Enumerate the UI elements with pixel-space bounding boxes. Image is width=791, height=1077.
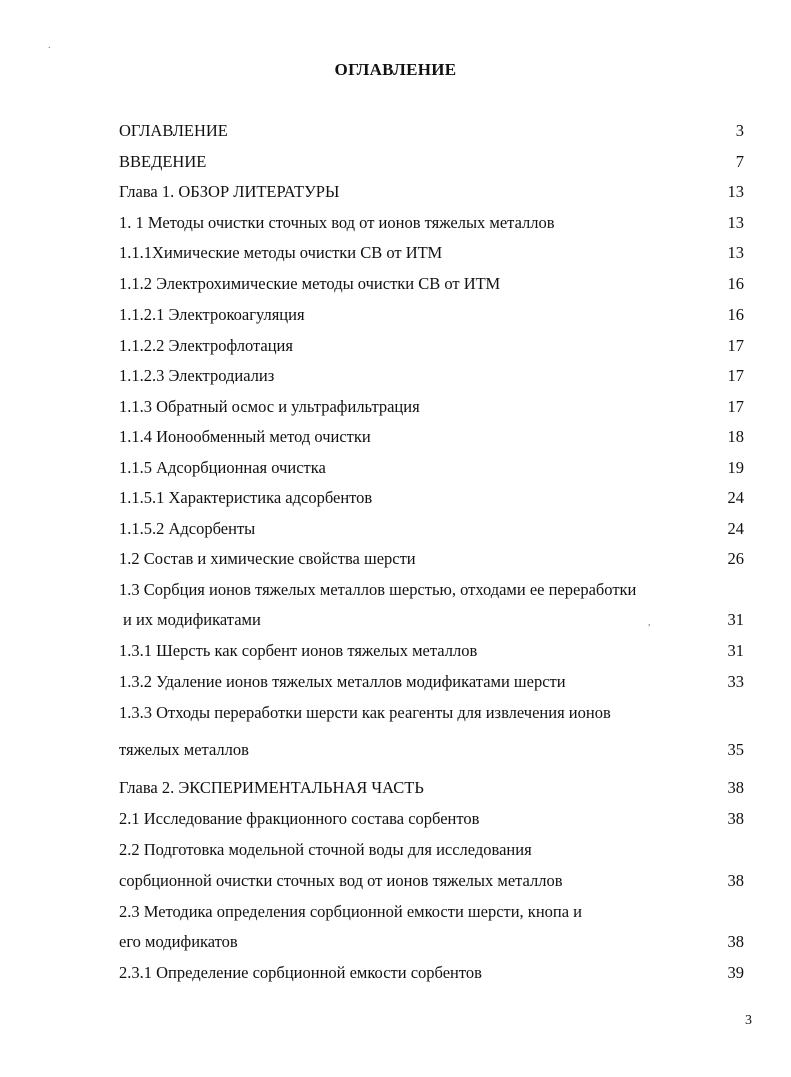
toc-entry[interactable]: [0, 305, 791, 327]
toc-entry[interactable]: [0, 610, 791, 632]
toc-entry-page: 38: [727, 871, 744, 890]
toc-entry-page: 24: [727, 488, 744, 507]
toc-entry[interactable]: [0, 488, 791, 510]
toc-entry-title: 1.1.5 Адсорбционная очистка: [119, 458, 326, 477]
toc-entry-page: 38: [727, 778, 744, 797]
toc-entry-page: 35: [727, 740, 744, 759]
toc-entry-page: 16: [727, 305, 744, 324]
toc-entry-title: 1.1.5.2 Адсорбенты: [119, 519, 256, 538]
toc-entry-title: Глава 1. ОБЗОР ЛИТЕРАТУРЫ: [119, 182, 340, 201]
toc-entry[interactable]: [0, 703, 791, 725]
toc-entry[interactable]: [0, 840, 791, 862]
toc-entry-page: 13: [727, 213, 744, 232]
toc-entry-title: ВВЕДЕНИЕ: [119, 152, 207, 171]
toc-entry-page: 26: [727, 549, 744, 568]
toc-entry[interactable]: [0, 213, 791, 235]
toc-entry-title: 1.1.3 Обратный осмос и ультрафильтрация: [119, 397, 420, 416]
toc-entry-title: 1. 1 Методы очистки сточных вод от ионов тяжелых металлов: [119, 213, 555, 232]
toc-entry-page: 24: [727, 519, 744, 538]
toc-entry[interactable]: [0, 366, 791, 388]
toc-entry-title: Глава 2. ЭКСПЕРИМЕНТАЛЬНАЯ ЧАСТЬ: [119, 778, 424, 797]
toc-entry-page: 13: [727, 182, 744, 201]
toc-entry-page: 7: [735, 152, 744, 171]
toc-entry[interactable]: [0, 519, 791, 541]
toc-entry[interactable]: [0, 778, 791, 800]
toc-entry-title: 1.3.1 Шерсть как сорбент ионов тяжелых металлов: [119, 641, 478, 660]
toc-entry-title: 1.1.5.1 Характеристика адсорбентов: [119, 488, 373, 507]
toc-entry-page: 17: [727, 397, 744, 416]
toc-entry[interactable]: [0, 427, 791, 449]
toc-entry-page: 17: [727, 336, 744, 355]
toc-entry[interactable]: [0, 902, 791, 924]
toc-entry-title: 1.3.3 Отходы переработки шерсти как реагенты для извлечения ионов: [119, 703, 611, 722]
toc-entry-page: 38: [727, 932, 744, 951]
toc-entry-title: 1.1.2.1 Электрокоагуляция: [119, 305, 305, 324]
toc-entry-title: ОГЛАВЛЕНИЕ: [119, 121, 228, 140]
toc-entry-title: 2.3.1 Определение сорбционной емкости сорбентов: [119, 963, 482, 982]
toc-entry-title: тяжелых металлов: [119, 740, 249, 759]
toc-entry[interactable]: [0, 580, 791, 602]
toc-entry[interactable]: [0, 121, 791, 143]
toc-entry-page: 38: [727, 809, 744, 828]
toc-entry-title: 1.1.2.3 Электродиализ: [119, 366, 275, 385]
toc-entry-page: 18: [727, 427, 744, 446]
toc-entry[interactable]: [0, 182, 791, 204]
page-number: 3: [745, 1013, 752, 1028]
toc-entry-title: сорбционной очистки сточных вод от ионов тяжелых металлов: [119, 871, 563, 890]
toc-entry-title: 2.2 Подготовка модельной сточной воды для исследования: [119, 840, 532, 859]
toc-entry-title: 1.1.2.2 Электрофлотация: [119, 336, 293, 355]
toc-entry-title: 2.1 Исследование фракционного состава сорбентов: [119, 809, 480, 828]
toc-entry-page: 17: [727, 366, 744, 385]
toc-entry-page: 13: [727, 243, 744, 262]
toc-entry[interactable]: [0, 458, 791, 480]
toc-entry[interactable]: [0, 336, 791, 358]
toc-entry[interactable]: [0, 641, 791, 663]
toc-entry-page: 31: [727, 610, 744, 629]
toc-entry[interactable]: [0, 397, 791, 419]
toc-entry[interactable]: [0, 549, 791, 571]
scan-speck: ,: [648, 617, 651, 628]
toc-entry-title: 1.1.4 Ионообменный метод очистки: [119, 427, 371, 446]
toc-entry-title: 2.3 Методика определения сорбционной емкости шерсти, кнопа и: [119, 902, 583, 921]
scan-speck: .: [48, 40, 51, 51]
toc-entry-page: 16: [727, 274, 744, 293]
toc-entry-title: его модификатов: [119, 932, 238, 951]
toc-entry[interactable]: [0, 871, 791, 893]
toc-entry[interactable]: [0, 932, 791, 954]
toc-entry-page: 33: [727, 672, 744, 691]
toc-entry[interactable]: [0, 963, 791, 985]
toc-entry-title: 1.1.1Химические методы очистки СВ от ИТМ: [119, 243, 443, 262]
toc-entry-title: 1.2 Состав и химические свойства шерсти: [119, 549, 416, 568]
toc-entry-page: 3: [735, 121, 744, 140]
toc-entry[interactable]: [0, 809, 791, 831]
toc-entry[interactable]: [0, 152, 791, 174]
toc-entry-title: 1.3.2 Удаление ионов тяжелых металлов модификатами шерсти: [119, 672, 566, 691]
toc-entry-page: 31: [727, 641, 744, 660]
toc-entry-page: 39: [727, 963, 744, 982]
toc-entry-title: 1.1.2 Электрохимические методы очистки СВ от ИТМ: [119, 274, 501, 293]
toc-entry-title: 1.3 Сорбция ионов тяжелых металлов шерстью, отходами ее переработки: [119, 580, 637, 599]
toc-heading: ОГЛАВЛЕНИЕ: [334, 60, 457, 79]
toc-entry[interactable]: [0, 740, 791, 762]
toc-entry[interactable]: [0, 672, 791, 694]
toc-entry-title: и их модификатами: [123, 610, 261, 629]
toc-entry[interactable]: [0, 243, 791, 265]
toc-entry-page: 19: [727, 458, 744, 477]
toc-entry[interactable]: [0, 274, 791, 296]
